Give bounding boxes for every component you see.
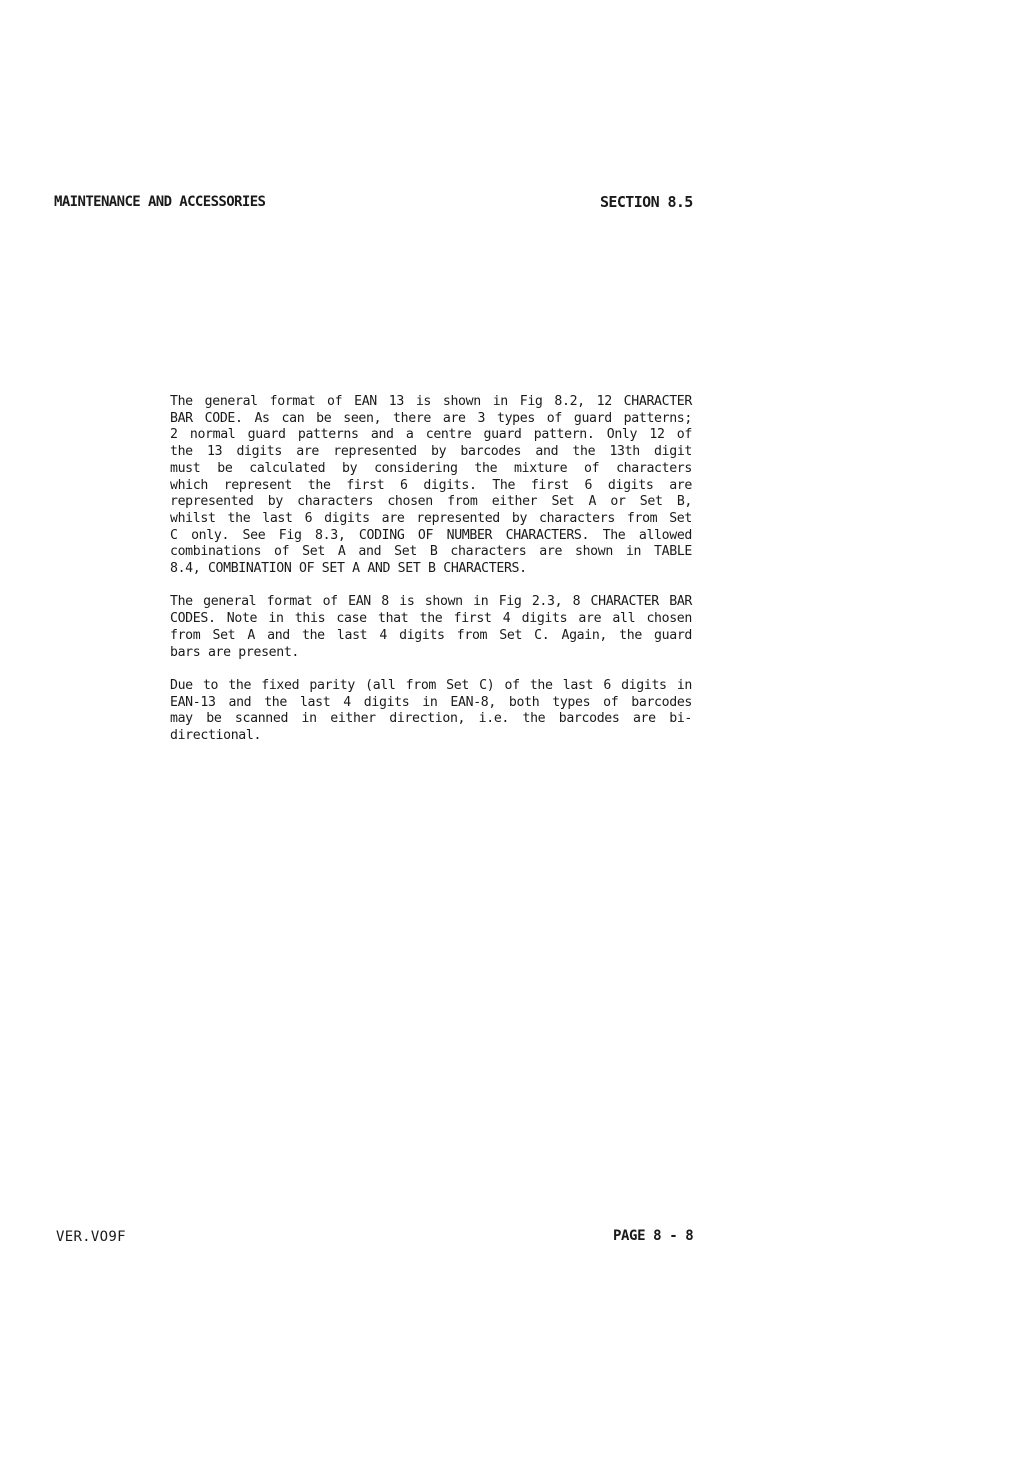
text-line: Due to the fixed parity (all from Set C) of the last 6 digits in: [170, 677, 692, 693]
text-line: CODES. Note in this case that the first 4 digits are all chosen: [170, 611, 692, 627]
text-line: The general format of EAN 13 is shown in Fig 8.2, 12 CHARACTER: [170, 394, 692, 409]
version-label: VER.VO9F: [56, 1229, 126, 1245]
body-text: [170, 394, 692, 761]
text-line: combinations of Set A and Set B characters are shown in TABLE: [170, 544, 692, 560]
page-number: PAGE 8 - 8: [613, 1228, 694, 1244]
section-number: SECTION 8.5: [600, 193, 693, 211]
paragraph-bidirectional: [170, 678, 692, 745]
text-line: 8.4, COMBINATION OF SET A AND SET B CHARACTERS.: [170, 561, 527, 577]
paragraph-ean8: [170, 594, 692, 661]
text-line: bars are present.: [170, 644, 300, 660]
text-line: may be scanned in either direction, i.e. the barcodes are bi-: [170, 711, 692, 727]
text-line: whilst the last 6 digits are represented by characters from Set: [170, 510, 692, 526]
text-line: 2 normal guard patterns and a centre guard pattern. Only 12 of: [170, 427, 692, 443]
text-line: EAN-13 and the last 4 digits in EAN-8, both types of barcodes: [170, 694, 692, 710]
text-line: BAR CODE. As can be seen, there are 3 types of guard patterns;: [170, 410, 692, 426]
paragraph-ean13: [170, 394, 692, 578]
text-line: which represent the first 6 digits. The first 6 digits are: [170, 477, 692, 493]
text-line: The general format of EAN 8 is shown in Fig 2.3, 8 CHARACTER BAR: [170, 594, 692, 610]
header-title: MAINTENANCE AND ACCESSORIES: [54, 194, 266, 210]
text-line: directional.: [170, 728, 262, 744]
text-line: from Set A and the last 4 digits from Set C. Again, the guard: [170, 627, 692, 643]
text-line: C only. See Fig 8.3, CODING OF NUMBER CHARACTERS. The allowed: [170, 527, 692, 543]
text-line: must be calculated by considering the mixture of characters: [170, 460, 692, 476]
text-line: the 13 digits are represented by barcodes and the 13th digit: [170, 444, 692, 460]
text-line: represented by characters chosen from either Set A or Set B,: [170, 494, 692, 510]
